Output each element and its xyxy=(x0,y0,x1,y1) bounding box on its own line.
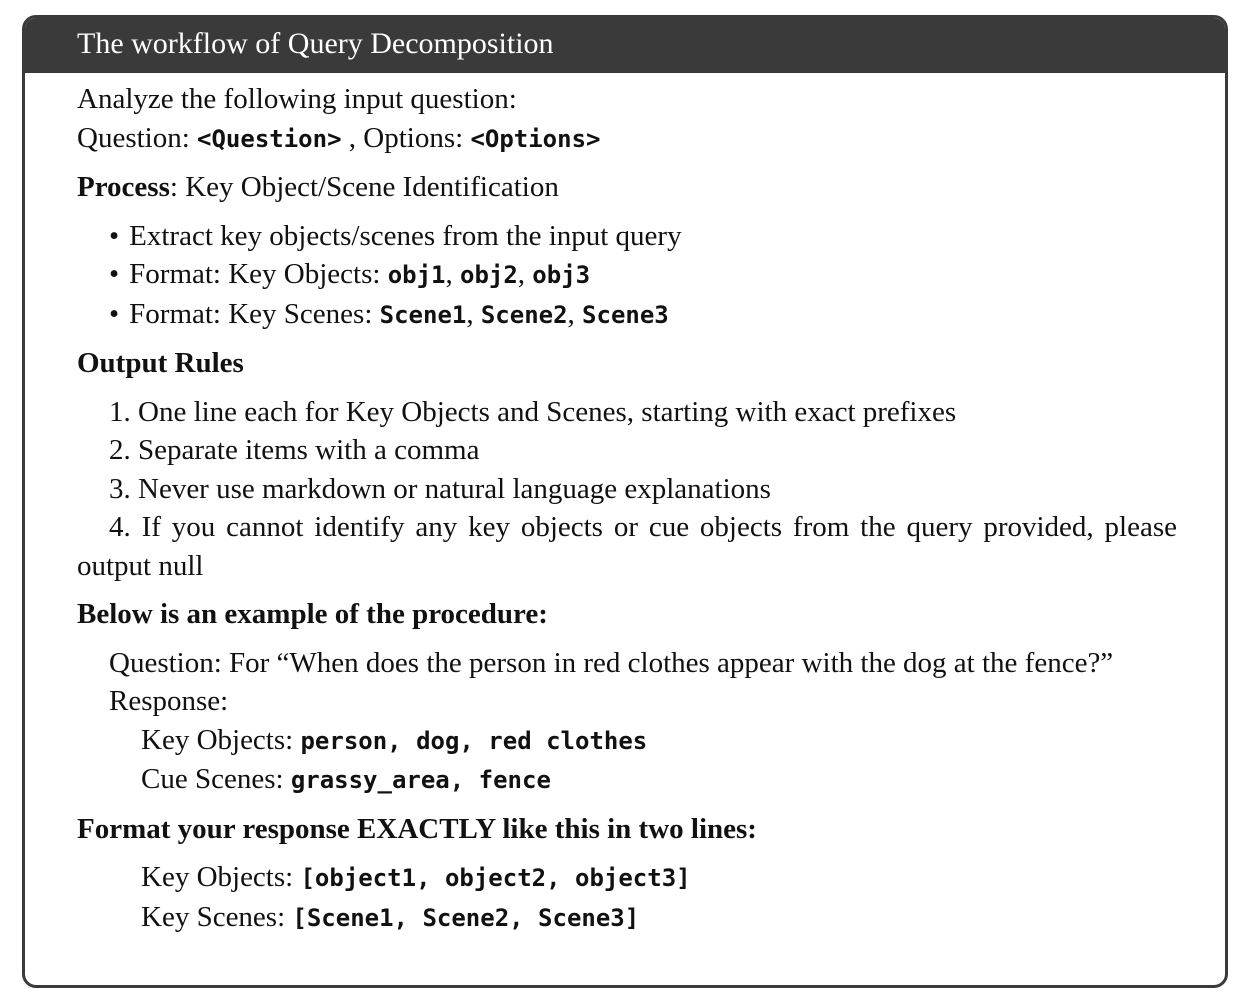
bullet-key-objects: • Format: Key Objects: obj1, obj2, obj3 xyxy=(77,255,1177,295)
bullet-key-scenes: • Format: Key Scenes: Scene1, Scene2, Scene3 xyxy=(77,295,1177,335)
example-response-label: Response: xyxy=(109,685,229,717)
format-key-objects-value: [object1, object2, object3] xyxy=(300,864,691,892)
example-key-objects-label: Key Objects: xyxy=(141,723,294,756)
rule-item: 3. Never use markdown or natural language explanations xyxy=(109,472,771,505)
format-key-scenes-label: Key Scenes: xyxy=(141,900,286,933)
bullet-key-objects-prefix: Format: Key Objects: xyxy=(129,258,381,290)
format-key-scenes-value: [Scene1, Scene2, Scene3] xyxy=(292,903,640,932)
scene-item: Scene3 xyxy=(582,300,669,329)
obj-item: obj3 xyxy=(532,261,591,289)
example-heading: Below is an example of the procedure: xyxy=(77,598,548,630)
example-question: Question: For “When does the person in red clothes appear with the dog at the fence?” xyxy=(109,646,1114,679)
workflow-box xyxy=(22,15,1228,988)
format-key-objects-label: Key Objects: xyxy=(141,861,294,893)
format-heading: Format your response EXACTLY like this in two lines: xyxy=(77,812,757,845)
output-rules-list xyxy=(77,393,1177,586)
scene-item: Scene1 xyxy=(379,300,467,329)
output-rules-heading: Output Rules xyxy=(77,347,244,379)
box-content xyxy=(77,80,1177,937)
bullet-key-scenes-prefix: Format: Key Scenes: xyxy=(129,297,373,330)
rule-item: 2. Separate items with a comma xyxy=(109,434,480,466)
process-line xyxy=(77,168,1177,207)
example-cue-scenes-value: grassy_area, fence xyxy=(290,766,551,794)
options-placeholder: <Options> xyxy=(470,124,601,153)
process-label: Process xyxy=(77,171,170,203)
scene-item: Scene2 xyxy=(480,300,568,329)
obj-item: obj1 xyxy=(387,261,446,289)
example-block xyxy=(77,644,1177,800)
intro-line: Analyze the following input question: xyxy=(77,83,517,115)
example-key-objects xyxy=(77,721,1177,761)
example-key-objects-value: person, dog, red clothes xyxy=(300,726,648,755)
process-bullets xyxy=(77,217,1177,335)
question-options-line xyxy=(77,119,1177,159)
rule-item: 1. One line each for Key Objects and Scenes, starting with exact prefixes xyxy=(109,395,957,428)
question-placeholder: <Question> xyxy=(197,124,342,153)
obj-item: obj2 xyxy=(460,261,518,289)
options-label: , Options: xyxy=(348,121,464,154)
box-title: The workflow of Query Decomposition xyxy=(25,18,1225,73)
example-cue-scenes xyxy=(77,760,1177,800)
format-key-objects xyxy=(77,858,1177,898)
question-label: Question: xyxy=(77,121,190,154)
example-cue-scenes-label: Cue Scenes: xyxy=(141,763,284,795)
process-text: : Key Object/Scene Identification xyxy=(169,171,559,203)
rule-item: 4. If you cannot identify any key objects or cue objects from the query provided, please output null xyxy=(77,511,1177,582)
bullet-extract: • Extract key objects/scenes from the input query xyxy=(77,217,1177,256)
format-key-scenes xyxy=(77,898,1177,938)
format-block xyxy=(77,858,1177,937)
